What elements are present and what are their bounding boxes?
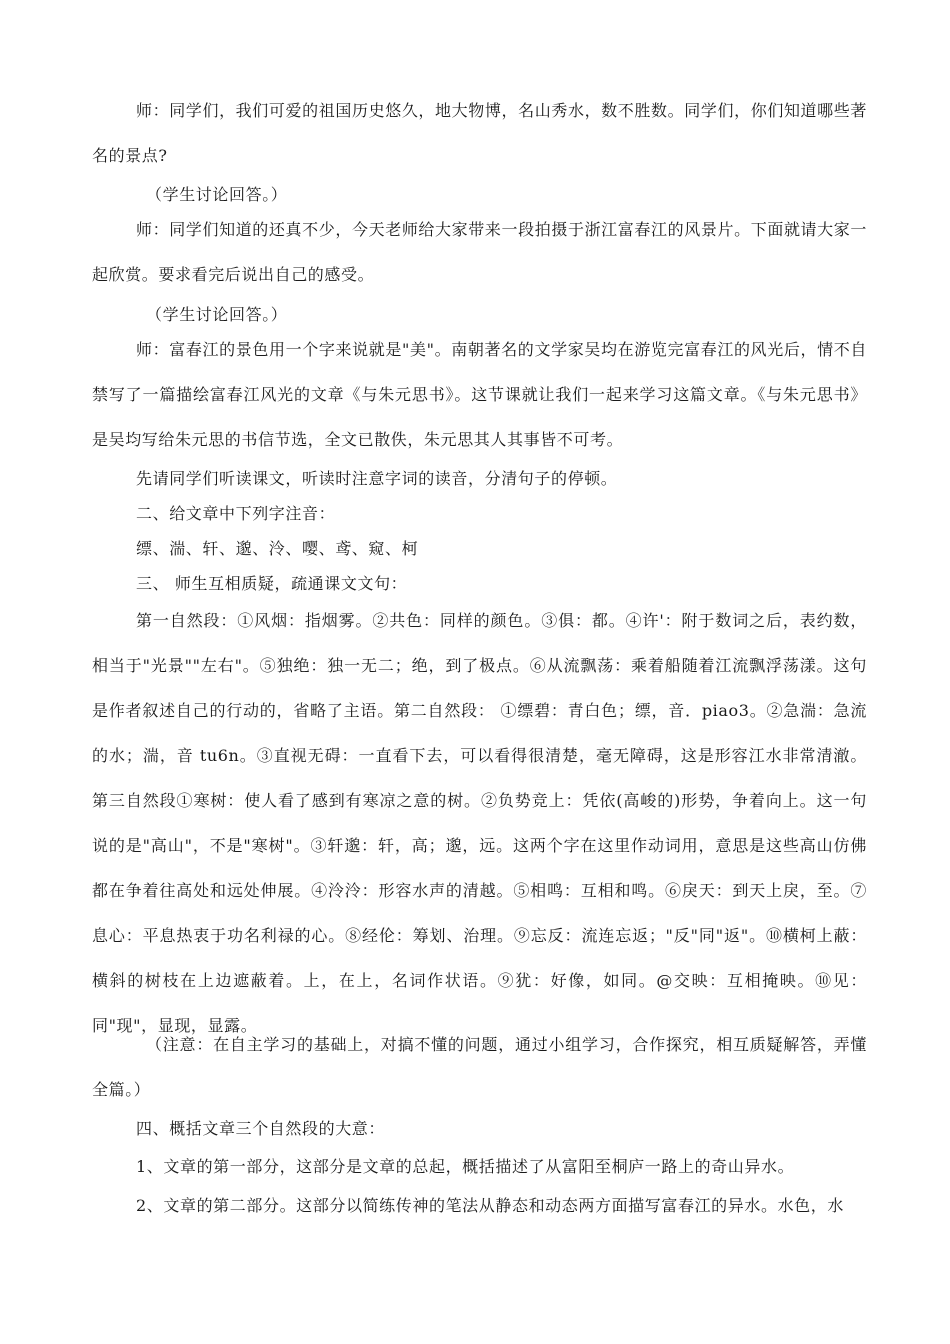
- paragraph-teacher-fuchun: 师：富春江的景色用一个字来说就是"美"。南朝著名的文学家吴均在游览完富春江的风光后，情不自禁写了一篇描绘富春江风光的文章《与朱元思书》。这节课就让我们一起来学习这篇文章。《与朱元思书》是吴均写给朱元思的书信节选，全文已散佚，朱元思其人其事皆不可考。: [92, 340, 867, 449]
- paragraph-part-one: 1、文章的第一部分，这部分是文章的总起，概括描述了从富阳至桐庐一路上的奇山异水。: [136, 1157, 795, 1176]
- paragraph-student-discussion-2: （学生讨论回答。）: [146, 305, 288, 324]
- paragraph-teacher-video: 师：同学们知道的还真不少，今天老师给大家带来一段拍摄于浙江富春江的风景片。下面就请大家一起欣赏。要求看完后说出自己的感受。: [92, 220, 867, 284]
- heading-questions: 三、 师生互相质疑，疏通课文文句：: [136, 574, 408, 593]
- paragraph-note: （注意：在自主学习的基础上，对搞不懂的问题，通过小组学习，合作探究，相互质疑解答，弄懂全篇。）: [92, 1035, 867, 1099]
- paragraph-characters: 缥、湍、轩、邈、泠、嘤、鸢、窥、柯: [136, 539, 419, 558]
- heading-summary: 四、概括文章三个自然段的大意：: [136, 1119, 386, 1138]
- paragraph-listen-reading: 先请同学们听读课文，听读时注意字词的读音，分清句子的停顿。: [136, 469, 618, 488]
- paragraph-annotations: 第一自然段：①风烟：指烟雾。②共色：同样的颜色。③俱：都。④许'：附于数词之后，表约数，相当于"光景""左右"。⑤独绝：独一无二；绝，到了极点。⑥从流飘荡：乘着船随着江流飘浮荡漾。这句是作者叙述自己的行动的，省略了主语。第二自然段： ①缥碧：青白色；缥，音．piao3。②急湍：急流的水；湍，音 tu6n。③直视无碍：一直看下去，可以看得很清楚，毫无障碍，这是形容江水非常清澈。第三自然段①寒树：使人看了感到有寒凉之意的树。②负势竞上：凭依(高峻的)形势，争着向上。这一句说的是"高山"，不是"寒树"。③轩邈：轩，高；邈，远。这两个字在这里作动词用，意思是这些高山仿佛都在争着往高处和远处伸展。④泠泠：形容水声的清越。⑤相鸣：互相和鸣。⑥戾天：到天上戾，至。⑦息心：平息热衷于功名利禄的心。⑧经伦：筹划、治理。⑨忘反：流连忘返；"反"同"返"。⑩横柯上蔽：横斜的树枝在上边遮蔽着。上，在上，名词作状语。⑨犹：好像，如同。@交映：互相掩映。⑩见：同"现"，显现，显露。: [92, 611, 867, 1035]
- paragraph-student-discussion-1: （学生讨论回答。）: [146, 185, 288, 204]
- heading-pronunciation: 二、给文章中下列字注音：: [136, 504, 336, 523]
- paragraph-part-two: 2、文章的第二部分。这部分以简练传神的笔法从静态和动态两方面描写富春江的异水。水色，水: [136, 1196, 844, 1215]
- paragraph-teacher-intro: 师：同学们，我们可爱的祖国历史悠久，地大物博，名山秀水，数不胜数。同学们，你们知道哪些著名的景点?: [92, 101, 867, 165]
